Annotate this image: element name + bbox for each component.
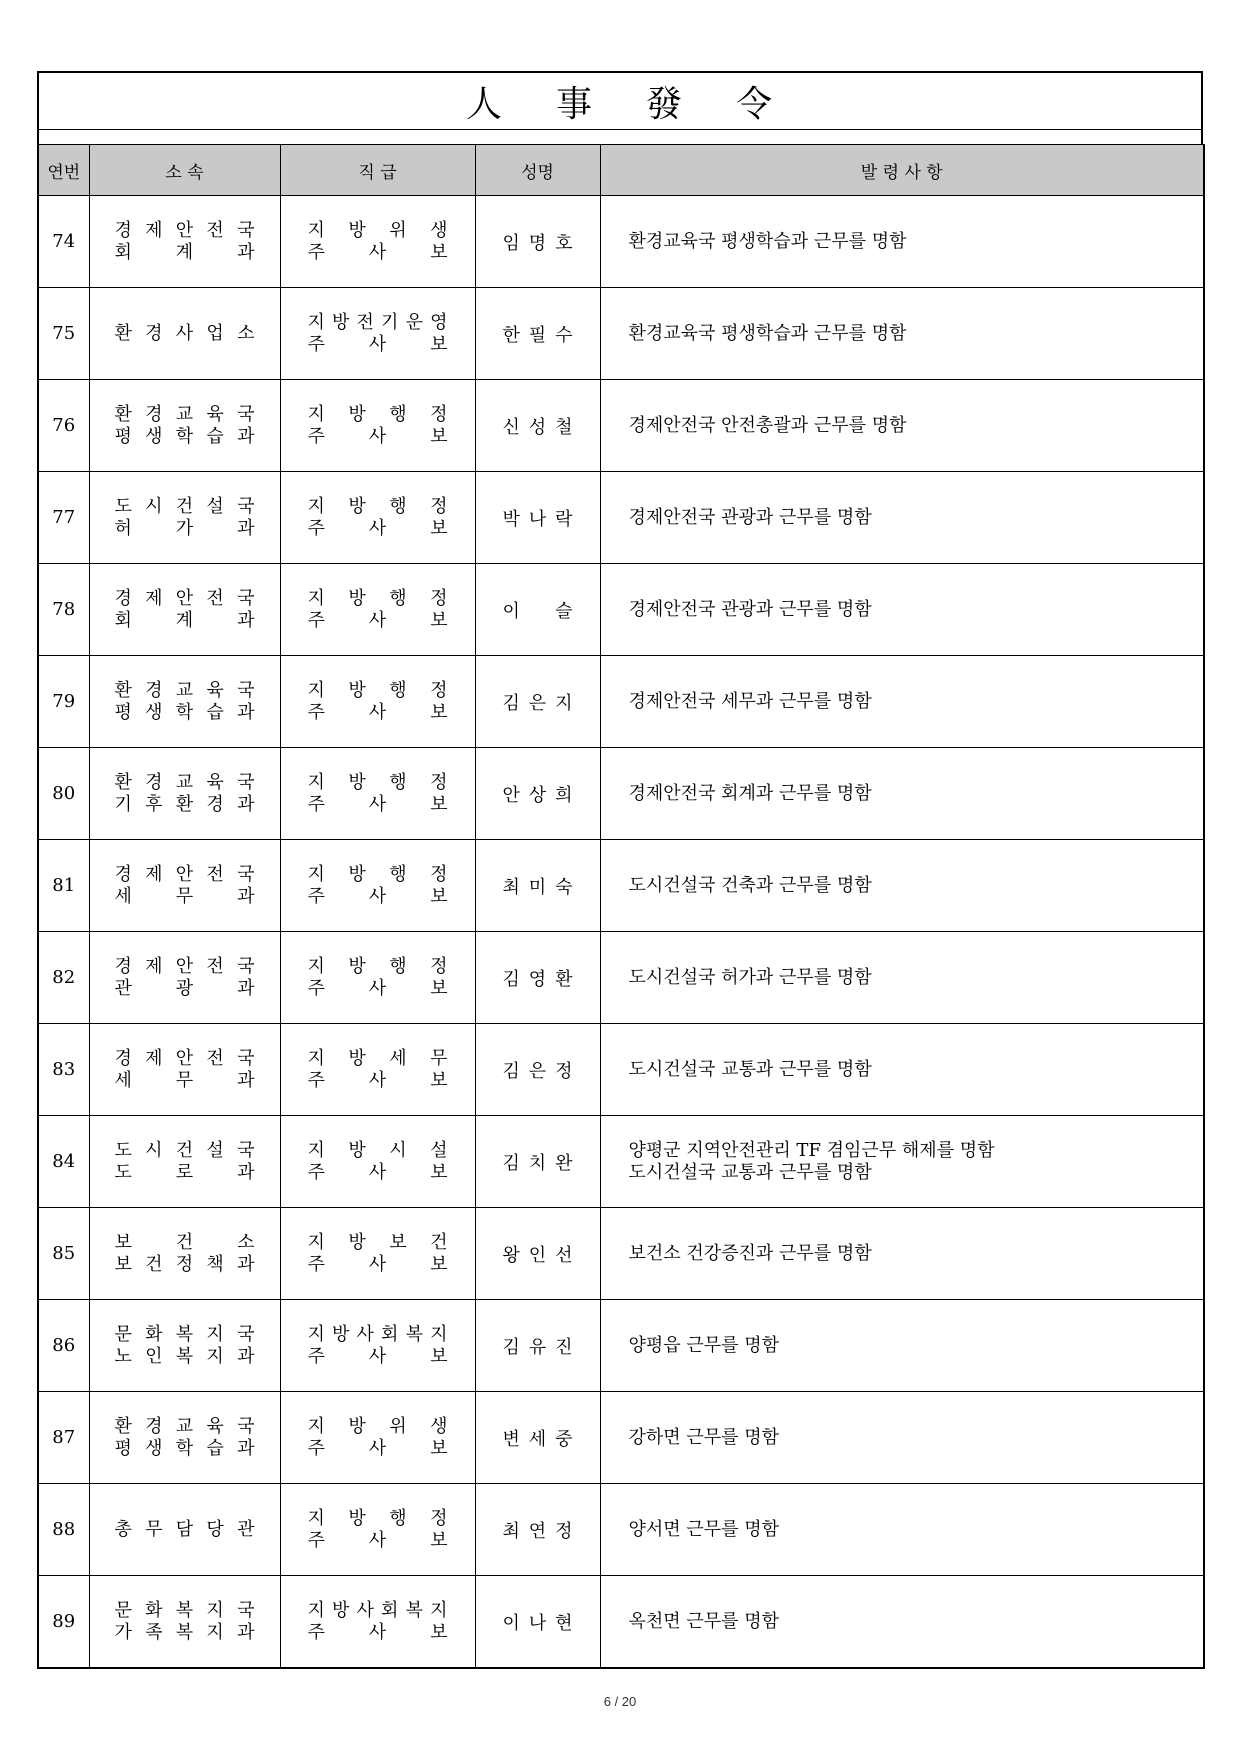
spread-line: 지 방 행 정 <box>307 587 448 609</box>
cell-name <box>475 380 600 472</box>
order-line: 도시건설국 교통과 근무를 명함 <box>628 1161 872 1183</box>
spread-line: 주 사 보 <box>307 701 448 723</box>
table-row <box>38 1024 1204 1116</box>
spread-line: 한 필 수 <box>502 324 573 346</box>
cell-no: 89 <box>38 1576 89 1669</box>
cell-rank <box>280 564 475 656</box>
cell-name <box>475 196 600 288</box>
spread-line: 지 방 행 정 <box>307 403 448 425</box>
title-char: 人 <box>465 83 504 125</box>
table-row <box>38 656 1204 748</box>
cell-order <box>600 1300 1204 1392</box>
cell-no: 81 <box>38 840 89 932</box>
table-row <box>38 1576 1204 1669</box>
document-title <box>440 76 800 127</box>
spread-line: 도 시 건 설 국 <box>114 1139 255 1161</box>
spread-line: 김 영 환 <box>502 968 573 990</box>
cell-rank <box>280 748 475 840</box>
spread-line: 환 경 교 육 국 <box>114 771 255 793</box>
order-line: 도시건설국 교통과 근무를 명함 <box>628 1058 872 1080</box>
header-rank: 직 급 <box>280 145 475 196</box>
spread-line: 총 무 담 당 관 <box>114 1518 255 1540</box>
cell-no: 76 <box>38 380 89 472</box>
spread-line: 경 제 안 전 국 <box>114 955 255 977</box>
table-header-row <box>38 145 1204 196</box>
cell-order <box>600 1116 1204 1208</box>
table-row <box>38 564 1204 656</box>
cell-rank <box>280 1024 475 1116</box>
document-frame <box>37 71 1203 1669</box>
spread-line: 주 사 보 <box>307 977 448 999</box>
order-line: 경제안전국 관광과 근무를 명함 <box>628 598 872 620</box>
cell-order <box>600 932 1204 1024</box>
order-line: 환경교육국 평생학습과 근무를 명함 <box>628 230 907 252</box>
cell-no: 87 <box>38 1392 89 1484</box>
spread-line: 보 건 소 <box>114 1231 255 1253</box>
cell-name <box>475 288 600 380</box>
spread-line: 경 제 안 전 국 <box>114 1047 255 1069</box>
cell-rank <box>280 1576 475 1669</box>
order-line: 경제안전국 안전총괄과 근무를 명함 <box>628 414 907 436</box>
table-row <box>38 1392 1204 1484</box>
cell-affiliation <box>89 380 280 472</box>
cell-affiliation <box>89 748 280 840</box>
spread-line: 환 경 교 육 국 <box>114 1415 255 1437</box>
spread-line: 지 방 위 생 <box>307 219 448 241</box>
cell-order <box>600 564 1204 656</box>
cell-no: 77 <box>38 472 89 564</box>
spread-line: 경 제 안 전 국 <box>114 219 255 241</box>
table-row <box>38 472 1204 564</box>
cell-order <box>600 1024 1204 1116</box>
spread-line: 문 화 복 지 국 <box>114 1599 255 1621</box>
spread-line: 지 방 전 기 운 영 <box>307 311 448 333</box>
spread-line: 주 사 보 <box>307 333 448 355</box>
cell-rank <box>280 1300 475 1392</box>
cell-rank <box>280 840 475 932</box>
cell-name <box>475 1300 600 1392</box>
order-line: 도시건설국 허가과 근무를 명함 <box>628 966 872 988</box>
order-line: 경제안전국 세무과 근무를 명함 <box>628 690 872 712</box>
page-number: 6 / 20 <box>603 1694 637 1709</box>
spread-line: 환 경 교 육 국 <box>114 403 255 425</box>
spread-line: 회 계 과 <box>114 241 255 263</box>
cell-order <box>600 472 1204 564</box>
title-char: 令 <box>736 83 775 125</box>
spread-line: 지 방 세 무 <box>307 1047 448 1069</box>
header-order: 발 령 사 항 <box>600 145 1204 196</box>
header-no: 연번 <box>38 145 89 196</box>
order-line: 환경교육국 평생학습과 근무를 명함 <box>628 322 907 344</box>
cell-no: 78 <box>38 564 89 656</box>
title-char: 發 <box>646 83 685 125</box>
table-row <box>38 840 1204 932</box>
spread-line: 주 사 보 <box>307 1345 448 1367</box>
cell-order <box>600 1208 1204 1300</box>
spread-line: 주 사 보 <box>307 425 448 447</box>
spread-line: 주 사 보 <box>307 241 448 263</box>
spread-line: 경 제 안 전 국 <box>114 863 255 885</box>
cell-no: 88 <box>38 1484 89 1576</box>
order-line: 보건소 건강증진과 근무를 명함 <box>628 1242 872 1264</box>
cell-affiliation <box>89 932 280 1024</box>
cell-rank <box>280 1208 475 1300</box>
order-line: 경제안전국 관광과 근무를 명함 <box>628 506 872 528</box>
spread-line: 김 치 완 <box>502 1152 573 1174</box>
cell-rank <box>280 932 475 1024</box>
cell-name <box>475 1024 600 1116</box>
order-line: 양평군 지역안전관리 TF 겸임근무 해제를 명함 <box>628 1139 995 1161</box>
cell-affiliation <box>89 1024 280 1116</box>
cell-rank <box>280 1484 475 1576</box>
spread-line: 지 방 행 정 <box>307 863 448 885</box>
spread-line: 노 인 복 지 과 <box>114 1345 255 1367</box>
cell-order <box>600 748 1204 840</box>
spread-line: 지 방 보 건 <box>307 1231 448 1253</box>
spread-line: 가 족 복 지 과 <box>114 1621 255 1643</box>
spread-line: 환 경 교 육 국 <box>114 679 255 701</box>
spread-line: 기 후 환 경 과 <box>114 793 255 815</box>
spread-line: 신 성 철 <box>502 416 573 438</box>
cell-name <box>475 1392 600 1484</box>
spread-line: 도 시 건 설 국 <box>114 495 255 517</box>
spread-line: 주 사 보 <box>307 1621 448 1643</box>
spread-line: 지 방 행 정 <box>307 679 448 701</box>
title-gap <box>37 130 1203 144</box>
cell-name <box>475 932 600 1024</box>
spread-line: 주 사 보 <box>307 885 448 907</box>
cell-order <box>600 1484 1204 1576</box>
table-row <box>38 288 1204 380</box>
cell-no: 85 <box>38 1208 89 1300</box>
cell-order <box>600 196 1204 288</box>
cell-no: 83 <box>38 1024 89 1116</box>
table-row <box>38 1208 1204 1300</box>
spread-line: 김 은 지 <box>502 692 573 714</box>
cell-affiliation <box>89 288 280 380</box>
spread-line: 주 사 보 <box>307 1529 448 1551</box>
title-box <box>37 71 1203 130</box>
spread-line: 문 화 복 지 국 <box>114 1323 255 1345</box>
cell-no: 86 <box>38 1300 89 1392</box>
spread-line: 이 슬 <box>502 600 573 622</box>
spread-line: 지 방 사 회 복 지 <box>307 1323 448 1345</box>
cell-affiliation <box>89 840 280 932</box>
cell-no: 79 <box>38 656 89 748</box>
cell-rank <box>280 472 475 564</box>
spread-line: 도 로 과 <box>114 1161 255 1183</box>
spread-line: 이 나 현 <box>502 1612 573 1634</box>
spread-line: 최 연 정 <box>502 1520 573 1542</box>
header-name: 성명 <box>475 145 600 196</box>
cell-affiliation <box>89 1116 280 1208</box>
spread-line: 지 방 행 정 <box>307 1507 448 1529</box>
table-row <box>38 1116 1204 1208</box>
cell-affiliation <box>89 1576 280 1669</box>
spread-line: 관 광 과 <box>114 977 255 999</box>
spread-line: 주 사 보 <box>307 609 448 631</box>
order-line: 도시건설국 건축과 근무를 명함 <box>628 874 872 896</box>
spread-line: 주 사 보 <box>307 1161 448 1183</box>
cell-name <box>475 1576 600 1669</box>
cell-affiliation <box>89 1300 280 1392</box>
cell-affiliation <box>89 196 280 288</box>
cell-no: 75 <box>38 288 89 380</box>
order-line: 옥천면 근무를 명함 <box>628 1610 780 1632</box>
table-row <box>38 1300 1204 1392</box>
spread-line: 회 계 과 <box>114 609 255 631</box>
cell-affiliation <box>89 564 280 656</box>
spread-line: 김 은 정 <box>502 1060 573 1082</box>
spread-line: 세 무 과 <box>114 1069 255 1091</box>
table-row <box>38 380 1204 472</box>
cell-name <box>475 656 600 748</box>
cell-affiliation <box>89 1208 280 1300</box>
cell-rank <box>280 656 475 748</box>
table-row <box>38 932 1204 1024</box>
spread-line: 평 생 학 습 과 <box>114 701 255 723</box>
cell-affiliation <box>89 656 280 748</box>
cell-rank <box>280 288 475 380</box>
spread-line: 환 경 사 업 소 <box>114 322 255 344</box>
spread-line: 임 명 호 <box>502 232 573 254</box>
spread-line: 최 미 숙 <box>502 876 573 898</box>
spread-line: 안 상 희 <box>502 784 573 806</box>
order-line: 양서면 근무를 명함 <box>628 1518 780 1540</box>
cell-name <box>475 1116 600 1208</box>
order-line: 양평읍 근무를 명함 <box>628 1334 780 1356</box>
cell-rank <box>280 1116 475 1208</box>
cell-no: 74 <box>38 196 89 288</box>
spread-line: 박 나 락 <box>502 508 573 530</box>
table-row <box>38 1484 1204 1576</box>
cell-no: 84 <box>38 1116 89 1208</box>
spread-line: 지 방 행 정 <box>307 495 448 517</box>
cell-no: 82 <box>38 932 89 1024</box>
cell-name <box>475 840 600 932</box>
order-line: 강하면 근무를 명함 <box>628 1426 780 1448</box>
spread-line: 주 사 보 <box>307 1069 448 1091</box>
table-row <box>38 196 1204 288</box>
spread-line: 지 방 행 정 <box>307 955 448 977</box>
spread-line: 변 세 중 <box>502 1428 573 1450</box>
spread-line: 왕 인 선 <box>502 1244 573 1266</box>
header-affiliation: 소 속 <box>89 145 280 196</box>
cell-name <box>475 1208 600 1300</box>
cell-no: 80 <box>38 748 89 840</box>
cell-rank <box>280 196 475 288</box>
spread-line: 경 제 안 전 국 <box>114 587 255 609</box>
cell-order <box>600 288 1204 380</box>
title-char: 事 <box>555 83 594 125</box>
cell-rank <box>280 380 475 472</box>
spread-line: 허 가 과 <box>114 517 255 539</box>
spread-line: 지 방 위 생 <box>307 1415 448 1437</box>
cell-order <box>600 1392 1204 1484</box>
spread-line: 주 사 보 <box>307 1437 448 1459</box>
cell-affiliation <box>89 1392 280 1484</box>
spread-line: 주 사 보 <box>307 517 448 539</box>
spread-line: 지 방 행 정 <box>307 771 448 793</box>
spread-line: 주 사 보 <box>307 1253 448 1275</box>
spread-line: 지 방 사 회 복 지 <box>307 1599 448 1621</box>
cell-order <box>600 840 1204 932</box>
table-body <box>38 196 1204 1669</box>
personnel-table <box>37 144 1205 1669</box>
cell-affiliation <box>89 1484 280 1576</box>
cell-rank <box>280 1392 475 1484</box>
cell-name <box>475 1484 600 1576</box>
spread-line: 평 생 학 습 과 <box>114 1437 255 1459</box>
cell-order <box>600 1576 1204 1669</box>
spread-line: 지 방 시 설 <box>307 1139 448 1161</box>
spread-line: 김 유 진 <box>502 1336 573 1358</box>
spread-line: 평 생 학 습 과 <box>114 425 255 447</box>
cell-order <box>600 380 1204 472</box>
spread-line: 주 사 보 <box>307 793 448 815</box>
spread-line: 보 건 정 책 과 <box>114 1253 255 1275</box>
cell-name <box>475 748 600 840</box>
spread-line: 세 무 과 <box>114 885 255 907</box>
cell-name <box>475 564 600 656</box>
cell-affiliation <box>89 472 280 564</box>
order-line: 경제안전국 회계과 근무를 명함 <box>628 782 872 804</box>
cell-order <box>600 656 1204 748</box>
table-row <box>38 748 1204 840</box>
cell-name <box>475 472 600 564</box>
